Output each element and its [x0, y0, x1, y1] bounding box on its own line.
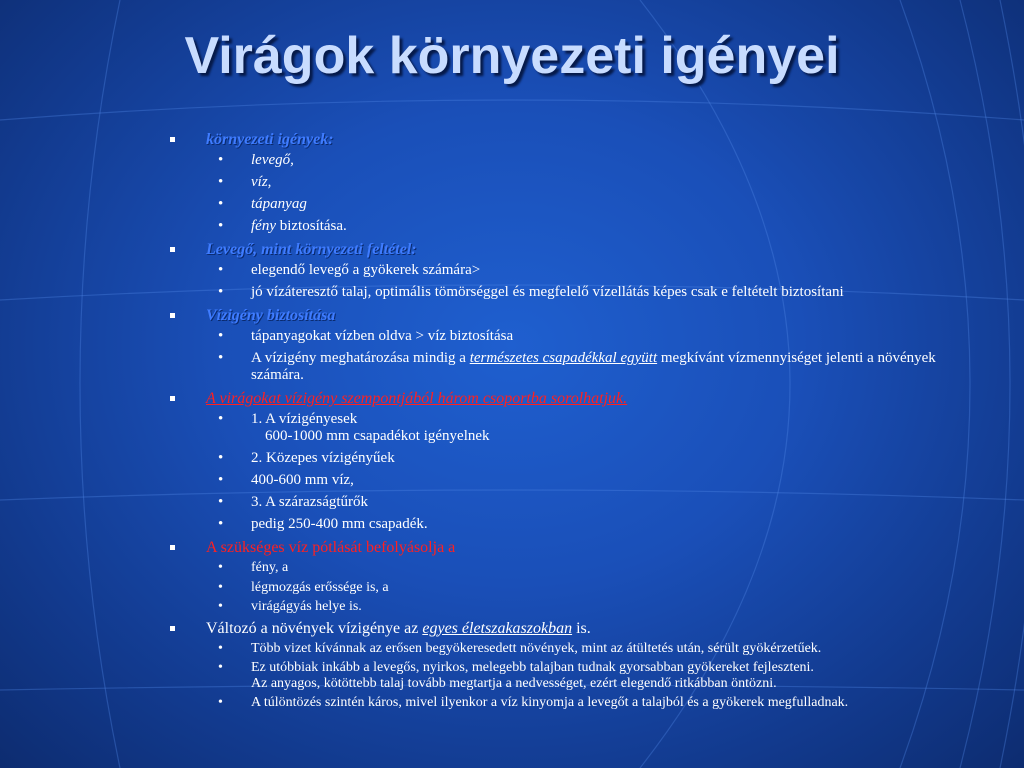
list-item: • víz,	[218, 174, 272, 190]
list-item: • Ez utóbbiak inkább a levegős, nyirkos, melegebb talajban tudnak gyorsabban gyökereket fejleszteni. Az anyagos, kötöttebb talaj tovább megtartja a nedvességet, ezért elegendő ritkábban öntözni.	[218, 660, 814, 691]
square-bullet-icon	[170, 545, 175, 550]
bullet-icon: •	[218, 174, 224, 190]
section-heading: A szükséges víz pótlását befolyásolja a	[206, 539, 456, 556]
bullet-icon: •	[218, 328, 224, 344]
bullet-icon: •	[218, 450, 224, 466]
list-item: • 2. Közepes vízigényűek	[218, 450, 395, 466]
bullet-icon: •	[218, 560, 223, 575]
bullet-icon: •	[218, 152, 224, 168]
section-environment-needs	[166, 130, 966, 150]
square-bullet-icon	[170, 313, 175, 318]
list-item: • Több vizet kívánnak az erősen begyökeresedett növények, mint az átültetés után, sérült gyökérzetűek.	[218, 640, 822, 656]
bullet-icon: •	[218, 695, 223, 710]
section-life-stages: Változó a növények vízigénye az egyes életszakaszokban is.	[166, 619, 966, 639]
square-bullet-icon	[170, 247, 175, 252]
bullet-icon: •	[218, 411, 224, 427]
list-item: • A túlöntözés szintén káros, mivel ilyenkor a víz kinyomja a levegőt a talajból és a gyökerek megfulladnak.	[218, 695, 849, 710]
list-item: • fény, a	[218, 560, 289, 575]
list-item: • 1. A vízigényesek 600-1000 mm csapadékot igényelnek	[218, 411, 490, 444]
list-item: • A vízigény meghatározása mindig a természetes csapadékkal együtt megkívánt vízmennyiséget jelenti a növények számára.	[218, 350, 936, 383]
list-item: • tápanyag	[218, 196, 307, 212]
bullet-icon: •	[218, 599, 223, 614]
list-item: • elegendő levegő a gyökerek számára>	[218, 262, 481, 278]
list-item: • 3. A szárazságtűrők	[218, 494, 369, 510]
square-bullet-icon	[170, 626, 175, 631]
slide-title: Virágok környezeti igényei	[184, 27, 840, 85]
section-heading: Levegő, mint környezeti feltétel:	[206, 241, 417, 258]
list-item: • pedig 250-400 mm csapadék.	[218, 516, 428, 532]
bullet-icon: •	[218, 284, 224, 300]
bullet-icon: •	[218, 472, 224, 488]
bullet-icon: •	[218, 494, 224, 510]
list-item: • jó vízáteresztő talaj, optimális tömörséggel és megfelelő vízellátás képes csak e feltételt biztosítani	[218, 284, 844, 300]
bullet-icon: •	[218, 640, 223, 656]
square-bullet-icon	[170, 137, 175, 142]
section-water-supply	[166, 306, 966, 326]
section-air	[166, 240, 966, 260]
list-item: • virágágyás helye is.	[218, 599, 362, 614]
section-water-factors	[166, 538, 966, 558]
bullet-icon: •	[218, 218, 224, 234]
list-item: • 400-600 mm víz,	[218, 472, 354, 488]
square-bullet-icon	[170, 396, 175, 401]
list-item: • levegő,	[218, 152, 294, 168]
bullet-icon: •	[218, 350, 224, 366]
section-heading: A virágokat vízigény szempontjából három csoportba sorolhatjuk.	[206, 390, 628, 407]
bullet-icon: •	[218, 579, 223, 595]
section-heading: környezeti igények:	[206, 131, 334, 148]
slide-content	[166, 128, 966, 715]
section-heading: Vízigény biztosítása	[206, 307, 336, 324]
section-water-groups	[166, 389, 966, 409]
list-item: • fény biztosítása.	[218, 218, 347, 234]
bullet-icon: •	[218, 196, 224, 212]
list-item: • légmozgás erőssége is, a	[218, 579, 389, 595]
bullet-icon: •	[218, 516, 224, 532]
list-item: • tápanyagokat vízben oldva > víz biztosítása	[218, 328, 514, 344]
bullet-icon: •	[218, 262, 224, 278]
bullet-icon: •	[218, 660, 223, 675]
